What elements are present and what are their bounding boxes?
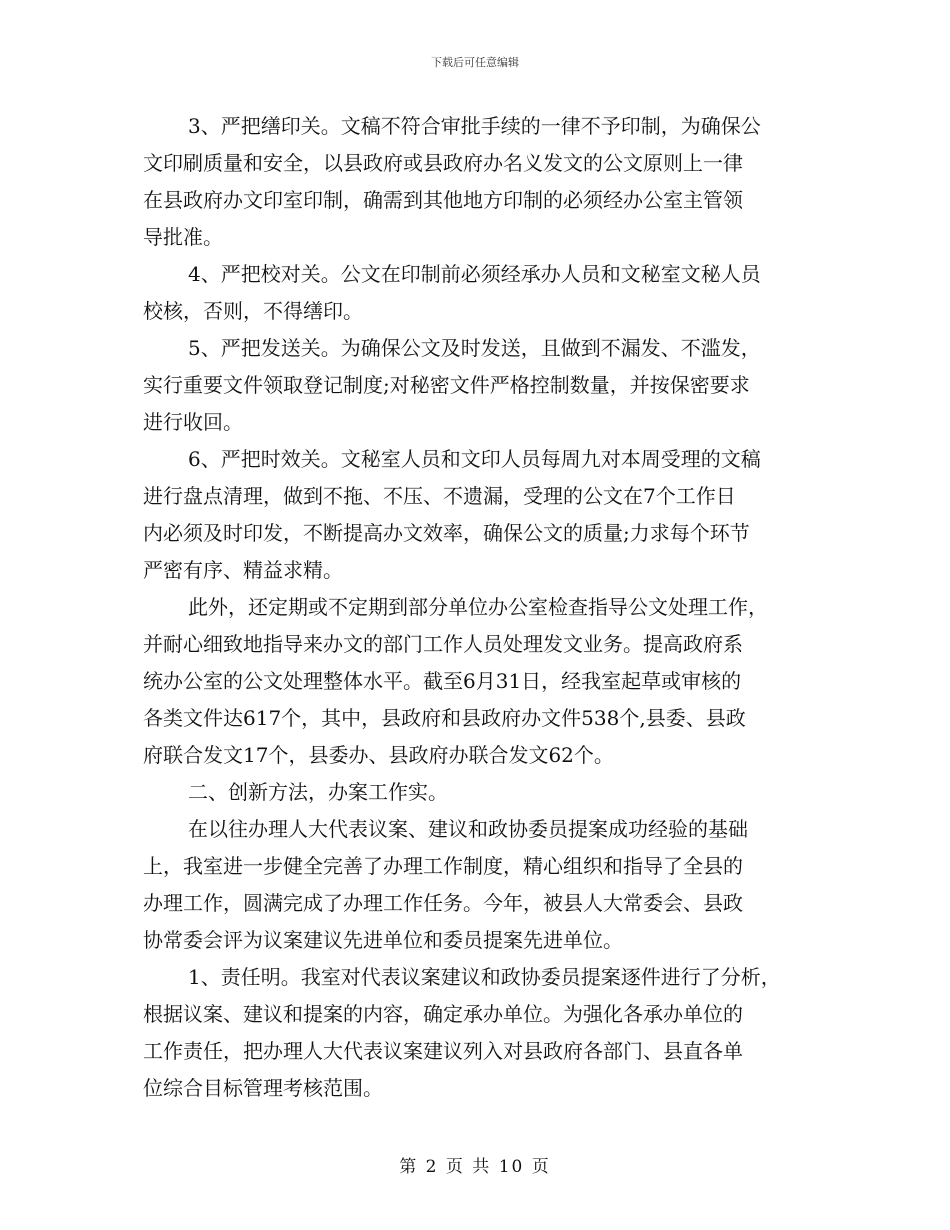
text-line: 根据议案、建议和提案的内容，确定承办单位。为强化各承办单位的 (143, 1002, 743, 1026)
text-line: 内必须及时印发，不断提高办文效率，确保公文的质量;力求每个环节 (143, 521, 750, 545)
text-line: 各类文件达617个，其中，县政府和县政府办文件538个,县委、县政 (143, 706, 746, 730)
paragraph-additional-work (143, 589, 823, 774)
page-header: 下载后可任意编辑 (431, 56, 519, 69)
text-line: 1、责任明。我室对代表议案建议和政协委员提案逐件进行了分析， (188, 965, 781, 989)
text-line: 府联合发文17个，县委办、县政府办联合发文62个。 (143, 743, 614, 767)
text-line: 进行盘点清理，做到不拖、不压、不遗漏，受理的公文在7个工作日 (143, 484, 736, 508)
text-line: 位综合目标管理考核范围。 (143, 1076, 383, 1100)
text-line: 校核，否则，不得缮印。 (143, 299, 363, 323)
paragraph-4-proofreading (143, 256, 823, 330)
text-line: 3、严把缮印关。文稿不符合审批手续的一律不予印制，为确保公 (188, 114, 761, 138)
text-line: 严密有序、精益求精。 (143, 558, 343, 582)
text-line: 此外，还定期或不定期到部分单位办公室检查指导公文处理工作， (188, 595, 768, 619)
text-line: 二、创新方法，办案工作实。 (188, 780, 448, 804)
document-body (143, 108, 823, 1107)
text-line: 上，我室进一步健全完善了办理工作制度，精心组织和指导了全县的 (143, 854, 743, 878)
text-line: 4、严把校对关。公文在印制前必须经承办人员和文秘室文秘人员 (188, 262, 761, 286)
text-line: 办理工作，圆满完成了办理工作任务。今年，被县人大常委会、县政 (143, 891, 743, 915)
page-number: 第 2 页 共 10 页 (399, 1157, 551, 1177)
text-line: 在以往办理人大代表议案、建议和政协委员提案成功经验的基础 (188, 817, 748, 841)
paragraph-5-sending (143, 330, 823, 441)
text-line: 协常委会评为议案建议先进单位和委员提案先进单位。 (143, 928, 623, 952)
text-line: 5、严把发送关。为确保公文及时发送，且做到不漏发、不滥发， (188, 336, 761, 360)
text-line: 文印刷质量和安全，以县政府或县政府办名义发文的公文原则上一律 (143, 151, 743, 175)
text-line: 进行收回。 (143, 410, 243, 434)
text-line: 6、严把时效关。文秘室人员和文印人员每周九对本周受理的文稿 (188, 447, 761, 471)
text-line: 在县政府办文印室印制，确需到其他地方印制的必须经办公室主管领 (143, 188, 743, 212)
text-line: 并耐心细致地指导来办文的部门工作人员处理发文业务。提高政府系 (143, 632, 743, 656)
paragraph-1-responsibility (143, 959, 823, 1107)
text-line: 工作责任，把办理人大代表议案建议列入对县政府各部门、县直各单 (143, 1039, 743, 1063)
section-heading (143, 774, 823, 811)
text-line: 统办公室的公文处理整体水平。截至6月31日，经我室起草或审核的 (143, 669, 742, 693)
paragraph-6-timeliness (143, 441, 823, 589)
paragraph-proposal-handling (143, 811, 823, 959)
text-line: 实行重要文件领取登记制度;对秘密文件严格控制数量，并按保密要求 (143, 373, 750, 397)
text-line: 导批准。 (143, 225, 223, 249)
paragraph-3-printing (143, 108, 823, 256)
